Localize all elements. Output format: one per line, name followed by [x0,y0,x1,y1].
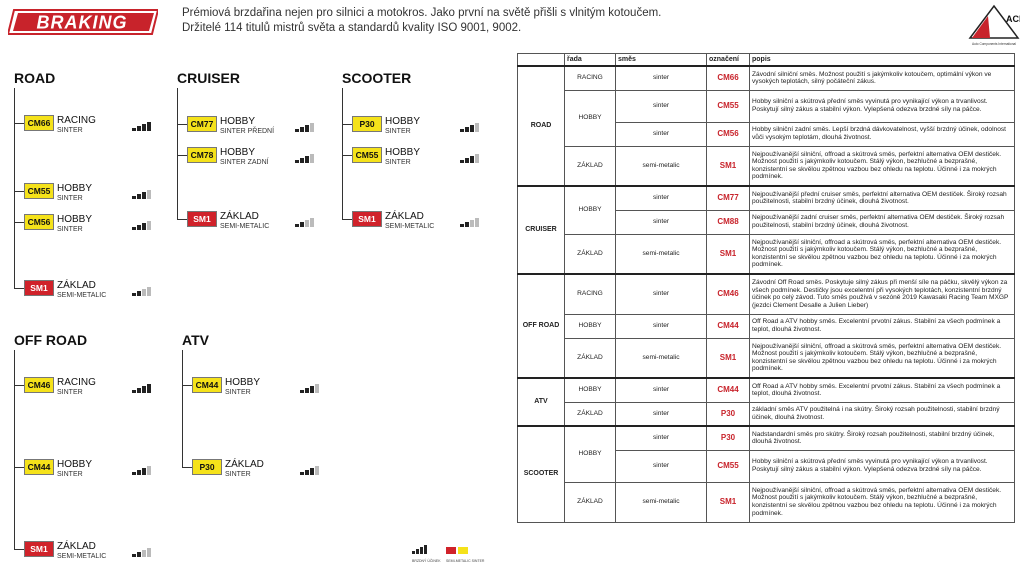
compound-code-badge: SM1 [352,211,382,227]
braking-power-icon [132,121,152,131]
compound-name: HOBBY [57,459,93,470]
compound-name: RACING [57,115,96,126]
cell-popis: Hobby silniční zadní směs. Lepší brzdná dávkovatelnost, vyšší brzdný účinek, odolnost vůči vysokým teplotám, dlouhá životnost. [750,122,1015,146]
table-row [518,338,1015,378]
tree-branch [14,385,24,386]
compound-type: SEMI-METALIC [57,292,107,299]
legend [412,541,441,563]
braking-power-icon [132,465,152,475]
compound-code-badge: CM44 [192,377,222,393]
cell-code: CM44 [707,314,750,338]
braking-power-icon [460,122,480,132]
compound-label [57,281,106,300]
braking-power-icon [295,217,315,227]
cell-popis: Nejpoužívanější zadní cruiser směs, perfektní alternativa OEM destiček. Široký rozsah použitelnosti, stabilní brzdný účinek, dlouhá životnost. [750,210,1015,234]
tree-branch [342,219,352,220]
table-row [518,66,1015,90]
cell-smes: sinter [616,402,707,426]
compound-name: HOBBY [385,116,421,127]
cell-rada: HOBBY [565,314,616,338]
braking-power-icon [132,547,152,557]
tree-branch [342,155,352,156]
cell-popis: Nejpoužívanější silniční, offroad a skútrová směs, perfektní alternativa OEM destiček. Možnost použití s jakýmkoliv kotoučem. Stálý výkon, bezhlučné a bezprašné, konzistentní se skvělou zpětnou vazbou bez ohledu na teplotu. Účinné i za mokrých podmínek. [750,146,1015,186]
compound-label [225,460,264,479]
compound-type: SINTER PŘEDNÍ [220,128,275,135]
tree-branch [14,191,24,192]
svg-text:Auto Components International: Auto Components International [972,42,1016,46]
cell-rada: ZÁKLAD [565,146,616,186]
compound-label [385,117,420,136]
intro-text [182,6,661,36]
category-title-road: ROAD [14,70,56,86]
cell-smes: semi-metalic [616,146,707,186]
cell-popis: Závodní silniční směs. Možnost použití s jakýmkoliv kotoučem, optimální výkon ve vysokých teplotách, silný počáteční zákus. [750,66,1015,90]
tree-branch [182,385,192,386]
col-group [518,54,565,67]
tree-branch [342,124,352,125]
cell-rada: HOBBY [565,426,616,482]
cell-smes: sinter [616,314,707,338]
legend-semi-label: SEMI-METALIC [446,559,471,563]
cell-code: SM1 [707,338,750,378]
compound-name: ZÁKLAD [57,541,96,552]
cell-popis: Nadstandardní směs pro skútry. Široký rozsah použitelnosti, stabilní brzdný účinek, dlouhá životnost. [750,426,1015,450]
cell-popis: Off Road a ATV hobby směs. Excelentní prvotní zákus. Stabilní za všech podmínek a teplot, dlouhá životnost. [750,378,1015,402]
table-row [518,146,1015,186]
compound-name: HOBBY [57,214,93,225]
compound-type: SEMI-METALIC [385,223,435,230]
cell-smes: sinter [616,122,707,146]
compound-code-badge: CM77 [187,116,217,132]
tree-branch [14,549,24,550]
legend-semi-swatch [446,547,456,554]
braking-power-icon [132,220,152,230]
compound-label [225,378,260,397]
cell-rada: RACING [565,274,616,314]
cell-popis: Nejpoužívanější přední cruiser směs, perfektní alternativa OEM destiček. Široký rozsah použitelnosti, stabilní brzdný účinek, dlouhá životnost. [750,186,1015,210]
col-popis: popis [750,54,1015,67]
col-oznaceni: označení [707,54,750,67]
compound-code-badge: SM1 [187,211,217,227]
cell-smes: sinter [616,186,707,210]
compound-code-badge: SM1 [24,541,54,557]
braking-power-icon [300,383,320,393]
tree-branch [177,155,187,156]
compound-code-badge: CM78 [187,147,217,163]
legend-sinter-swatch [458,547,468,554]
compound-label [57,184,92,203]
legend-sinter-label: SINTER [471,559,485,563]
compound-name: ZÁKLAD [57,280,96,291]
compound-label [220,212,269,231]
table-row [518,314,1015,338]
braking-power-icon [295,122,315,132]
tree-line [177,88,178,219]
table-row [518,402,1015,426]
cell-code: SM1 [707,482,750,522]
cell-smes: sinter [616,426,707,450]
compound-code-badge: CM56 [24,214,54,230]
group-atv: ATV [518,378,565,426]
compound-name: HOBBY [385,147,421,158]
compound-type: SINTER [385,159,411,166]
cell-popis: Závodní Off Road směs. Poskytuje silný zákus při menší síle na páčku, skvělý výkon za všech podmínek. Destičky jsou excelentní při vysokých teplotách, konzistentní brzdný účinek po celý závod. Tuto směs používá v sezóně 2019 Kawasaki Racing Team MXGP (jezdci Clement Desalle a Julien Lieber) [750,274,1015,314]
cell-code: CM66 [707,66,750,90]
compound-code-badge: P30 [352,116,382,132]
braking-logo [8,8,158,36]
category-title-atv: ATV [182,332,209,348]
cell-code: CM44 [707,378,750,402]
compound-label [57,215,92,234]
cell-rada: HOBBY [565,378,616,402]
tree-branch [177,219,187,220]
aci-logo [968,4,1020,50]
compound-code-badge: P30 [192,459,222,475]
cell-rada: RACING [565,66,616,90]
cell-popis: základní směs ATV použitelná i na skútry. Široký rozsah použitelnosti, stabilní brzdný účinek, dlouhá životnost. [750,402,1015,426]
tree-branch [177,124,187,125]
compound-label [385,212,434,231]
cell-smes: sinter [616,450,707,482]
compound-code-badge: CM66 [24,115,54,131]
braking-power-icon [132,286,152,296]
spec-table [517,53,1015,523]
braking-power-icon [295,153,315,163]
braking-power-icon [460,217,480,227]
cell-code: P30 [707,402,750,426]
svg-text:BRAKING: BRAKING [36,12,128,33]
braking-power-icon [132,383,152,393]
table-row [518,234,1015,274]
cell-smes: semi-metalic [616,482,707,522]
compound-code-badge: CM55 [352,147,382,163]
cell-smes: semi-metalic [616,234,707,274]
group-offroad: OFF ROAD [518,274,565,378]
table-row [518,186,1015,210]
compound-name: ZÁKLAD [225,459,264,470]
group-road: ROAD [518,66,565,186]
compound-name: ZÁKLAD [220,211,259,222]
intro-line-2: Držitelé 114 titulů mistrů světa a standardů kvality ISO 9001, 9002. [182,22,522,34]
legend-bars-icon [412,544,432,554]
compound-name: HOBBY [57,183,93,194]
cell-smes: sinter [616,274,707,314]
compound-type: SINTER [225,471,251,478]
cell-code: CM46 [707,274,750,314]
cell-code: CM56 [707,122,750,146]
compound-name: RACING [57,377,96,388]
intro-line-1: Prémiová brzdařina nejen pro silnici a motokros. Jako první na světě přišli s vlnitým kotoučem. [182,7,662,19]
tree-branch [14,288,24,289]
cell-rada: ZÁKLAD [565,402,616,426]
compound-label [220,117,274,136]
compound-code-badge: CM46 [24,377,54,393]
group-scooter: SCOOTER [518,426,565,522]
cell-smes: sinter [616,378,707,402]
cell-code: SM1 [707,146,750,186]
cell-rada: HOBBY [565,90,616,146]
compound-name: HOBBY [220,116,256,127]
cell-code: P30 [707,426,750,450]
table-row [518,90,1015,122]
compound-type: SINTER [385,128,411,135]
table-row [518,482,1015,522]
cell-smes: sinter [616,66,707,90]
legend-bars-label: BRZDNÝ ÚČINEK [412,559,441,563]
cell-smes: sinter [616,210,707,234]
svg-text:ACI: ACI [1006,14,1020,24]
cell-rada: HOBBY [565,186,616,234]
compound-code-badge: SM1 [24,280,54,296]
compound-type: SEMI-METALIC [220,223,270,230]
braking-power-icon [300,465,320,475]
col-rada: řada [565,54,616,67]
compound-type: SINTER [57,471,83,478]
compound-label [57,460,92,479]
compound-code-badge: CM44 [24,459,54,475]
compound-label [385,148,420,167]
cell-popis: Nejpoužívanější silniční, offroad a skútrová směs, perfektní alternativa OEM destiček. Možnost použití s jakýmkoliv kotoučem. Stálý výkon, bezhlučné a bezprašné, konzistentní se skvělou zpětnou vazbou bez ohledu na teplotu. Účinné i za mokrých podmínek. [750,338,1015,378]
compound-label [57,542,106,561]
col-smes: směs [616,54,707,67]
compound-type: SINTER [57,127,83,134]
compound-type: SINTER [225,389,251,396]
cell-popis: Nejpoužívanější silniční, offroad a skútrová směs, perfektní alternativa OEM destiček. Možnost použití s jakýmkoliv kotoučem. Stálý výkon, bezhlučné a bezprašné, konzistentní se skvělou zpětnou vazbou bez ohledu na teplotu. Účinné i za mokrých podmínek. [750,234,1015,274]
cell-code: CM55 [707,450,750,482]
legend-colors [446,541,484,563]
tree-line [14,88,15,288]
compound-code-badge: CM55 [24,183,54,199]
group-cruiser: CRUISER [518,186,565,274]
cell-popis: Hobby silniční a skútrová přední směs vyvinutá pro vynikající výkon a trvanlivost. Poskytují silný zákus a stabilní výkon. Vylepšená odezva brzdné síly na páčce. [750,90,1015,122]
tree-branch [14,467,24,468]
tree-branch [182,467,192,468]
braking-power-icon [460,153,480,163]
cell-code: SM1 [707,234,750,274]
cell-rada: ZÁKLAD [565,338,616,378]
category-title-cruiser: CRUISER [177,70,241,86]
cell-popis: Hobby silniční a skútrová přední směs vyvinutá pro vynikající výkon a trvanlivost. Poskytují silný zákus a stabilní výkon. Vylepšená odezva brzdné síly na páčce. [750,450,1015,482]
compound-type: SINTER [57,226,83,233]
cell-smes: sinter [616,90,707,122]
cell-smes: semi-metalic [616,338,707,378]
tree-branch [14,222,24,223]
cell-code: CM88 [707,210,750,234]
compound-type: SINTER [57,389,83,396]
compound-type: SINTER [57,195,83,202]
table-row [518,426,1015,450]
cell-rada: ZÁKLAD [565,234,616,274]
compound-label [220,148,269,167]
compound-type: SEMI-METALIC [57,553,107,560]
tree-line [182,350,183,467]
category-title-scooter: SCOOTER [342,70,412,86]
category-title-offroad: OFF ROAD [14,332,88,348]
compound-name: HOBBY [225,377,261,388]
tree-line [342,88,343,219]
compound-type: SINTER ZADNÍ [220,159,269,166]
cell-code: CM55 [707,90,750,122]
tree-branch [14,123,24,124]
compound-label [57,116,96,135]
cell-popis: Nejpoužívanější silniční, offroad a skútrová směs, perfektní alternativa OEM destiček. Možnost použití s jakýmkoliv kotoučem. Stálý výkon, bezhlučné a bezprašné, konzistentní se skvělou zpětnou vazbou bez ohledu na teplotu. Účinné i za mokrých podmínek. [750,482,1015,522]
braking-power-icon [132,189,152,199]
cell-code: CM77 [707,186,750,210]
cell-rada: ZÁKLAD [565,482,616,522]
tree-line [14,350,15,549]
table-row [518,378,1015,402]
cell-popis: Off Road a ATV hobby směs. Excelentní prvotní zákus. Stabilní za všech podmínek a teplot, dlouhá životnost. [750,314,1015,338]
compound-label [57,378,96,397]
table-row [518,274,1015,314]
compound-name: ZÁKLAD [385,211,424,222]
compound-name: HOBBY [220,147,256,158]
